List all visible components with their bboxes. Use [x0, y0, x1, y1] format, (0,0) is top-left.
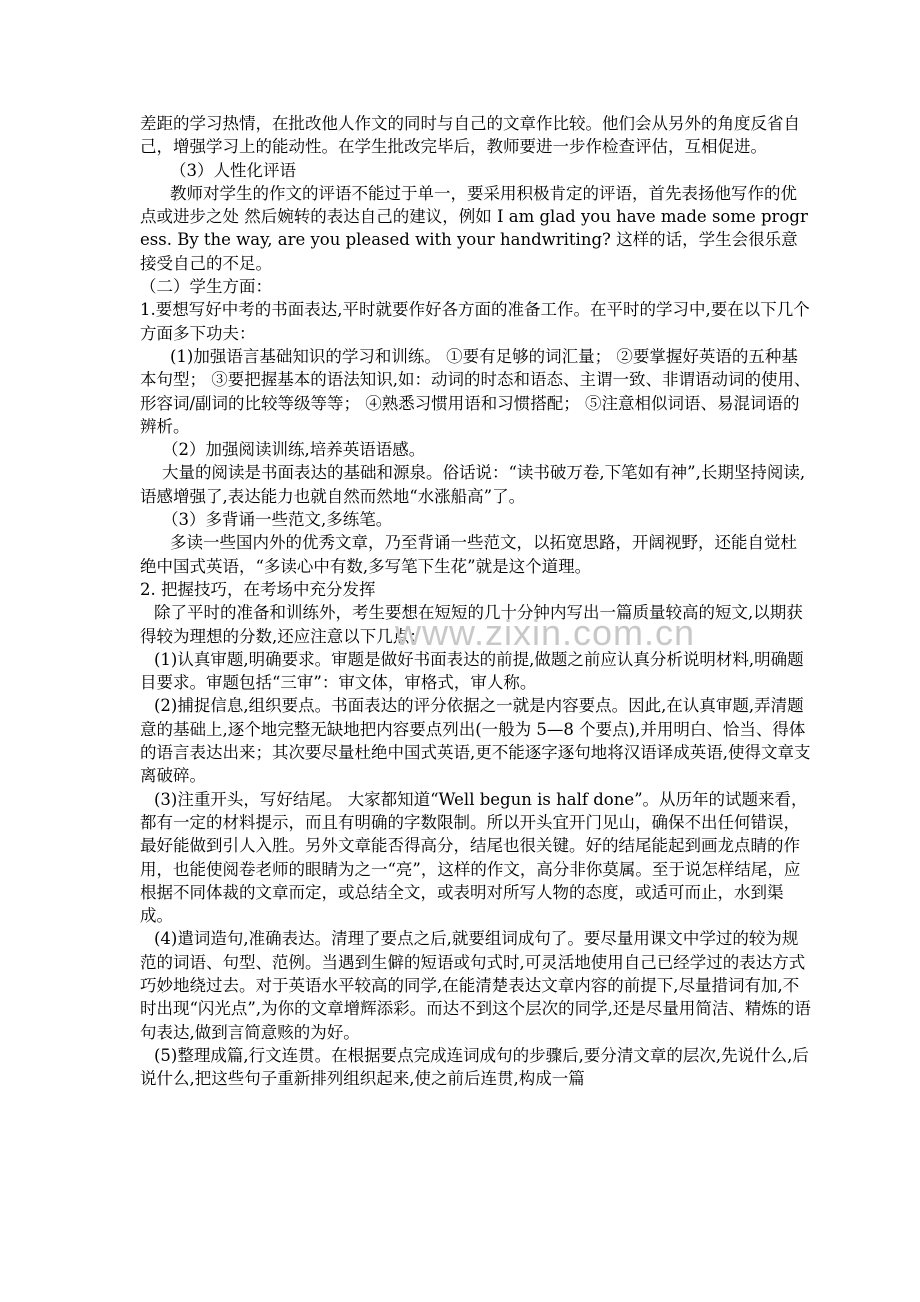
paragraph-language-basics: (1)加强语言基础知识的学习和训练。 ①要有足够的词汇量； ②要掌握好英语的五种基本句型； ③要把握基本的语法知识,如：动词的时态和语态、主谓一致、非谓语动词的使用、形容词/副词的比较等级等等； ④熟悉习惯用语和习惯搭配； ⑤注意相似词语、易混词语的辨析。 [140, 346, 811, 436]
paragraph-recite: 多读一些国内外的优秀文章，乃至背诵一些范文，以拓宽思路，开阔视野，还能自觉杜绝中国式英语，“多读心中有数,多写笔下生花”就是这个道理。 [140, 533, 797, 576]
paragraph-peer-review: 差距的学习热情，在批改他人作文的同时与自己的文章作比较。他们会从另外的角度反省自己，增强学习上的能动性。在学生批改完毕后，教师要进一步作检查评估，互相促进。 [140, 114, 800, 157]
heading-recite-essays: （3）多背诵一些范文,多练笔。 [162, 510, 393, 530]
heading-humanized-comments: （3）人性化评语 [170, 160, 296, 180]
heading-point-2: 2. 把握技巧，在考场中充分发挥 [140, 579, 376, 599]
paragraph-reading: 大量的阅读是书面表达的基础和源泉。俗话说：“读书破万卷,下笔如有神”,长期坚持阅读,语感增强了,表达能力也就自然而然地“水涨船高”了。 [140, 463, 806, 506]
paragraph-word-choice: (4)遣词造句,准确表达。清理了要点之后,就要组词成句了。要尽量用课文中学过的较为规范的词语、句型、范例。当遇到生僻的短语或句式时,可灵活地使用自己已经学过的表达方式巧妙地绕过去。对于英语水平较高的同学,在能清楚表达文章内容的前提下,尽量措词有加,不时出现“闪光点”,为你的文章增辉添彩。而达不到这个层次的同学,还是尽量用简洁、精炼的语句表达,做到言简意赅的为好。 [140, 929, 811, 1042]
paragraph-exam-intro: 除了平时的准备和训练外，考生要想在短短的几十分钟内写出一篇质量较高的短文,以期获得较为理想的分数,还应注意以下几点： [140, 603, 803, 646]
paragraph-review-topic: (1)认真审题,明确要求。审题是做好书面表达的前提,做题之前应认真分析说明材料,明确题目要求。审题包括“三审”：审文体，审格式，审人称。 [140, 649, 804, 693]
heading-students: （二）学生方面： [140, 277, 272, 297]
document-page [140, 112, 812, 1090]
watermark-text: www.zixin.com.cn [395, 612, 696, 653]
paragraph-capture-info: (2)捕捉信息,组织要点。书面表达的评分依据之一就是内容要点。因此,在认真审题,弄清题意的基础上,逐个地完整无缺地把内容要点列出(一般为 5—8 个要点),并用明白、恰当、得体的语言表达出来；其次要尽量杜绝中国式英语,更不能逐字逐句地将汉语译成英语,使得文章支离破碎。 [140, 696, 811, 786]
heading-reading-training: （2）加强阅读训练,培养英语语感。 [162, 440, 426, 460]
paragraph-organize: (5)整理成篇,行文连贯。在根据要点完成连词成句的步骤后,要分清文章的层次,先说什么,后说什么,把这些句子重新排列组织起来,使之前后连贯,构成一篇 [140, 1045, 809, 1089]
paragraph-point-1: 1.要想写好中考的书面表达,平时就要作好各方面的准备工作。在平时的学习中,要在以下几个方面多下功夫： [140, 300, 810, 343]
paragraph-teacher-comments: 教师对学生的作文的评语不能过于单一，要采用积极肯定的评语，首先表扬他写作的优点或进步之处 然后婉转的表达自己的建议，例如 I am glad you have made some progress. By the way, are you pleased with your handwriting? 这样的话，学生会很乐意接受自己的不足。 [140, 183, 808, 273]
paragraph-opening-ending: (3)注重开头，写好结尾。 大家都知道“Well begun is half done”。从历年的试题来看，都有一定的材料提示，而且有明确的字数限制。所以开头宜开门见山，确保不出任何错误，最好能做到引人入胜。另外文章能否得高分，结尾也很关键。好的结尾能起到画龙点睛的作用，也能使阅卷老师的眼睛为之一“亮”，这样的作文，高分非你莫属。至于说怎样结尾，应根据不同体裁的文章而定，或总结全文，或表明对所写人物的态度，或适可而止，水到渠成。 [140, 789, 808, 926]
